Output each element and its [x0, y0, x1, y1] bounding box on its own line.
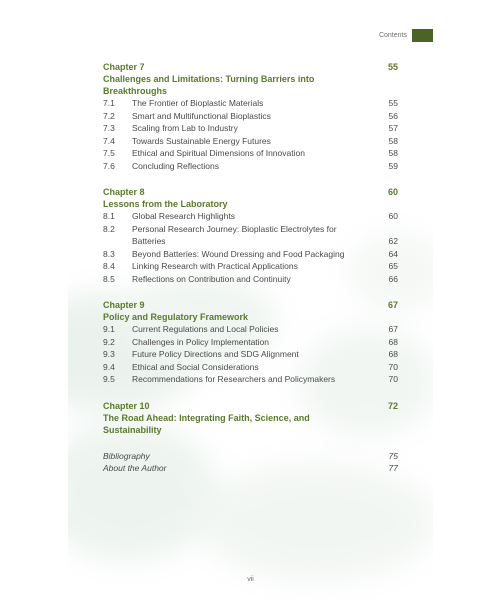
section-title: Beyond Batteries: Wound Dressing and Food Packaging	[132, 248, 345, 259]
section-number: 7.1	[103, 98, 115, 108]
section-page-number: 70	[388, 361, 398, 372]
chapter-label: Chapter 10	[103, 400, 150, 411]
chapter-title: The Road Ahead: Integrating Faith, Science, and Sustainability	[103, 412, 310, 435]
section-page-number: 68	[388, 349, 398, 359]
book-page	[68, 22, 433, 600]
header-accent-tab	[412, 29, 433, 42]
toc-entry	[103, 110, 398, 123]
toc-entry	[103, 336, 398, 349]
chapter-page-number: 67	[387, 300, 398, 310]
chapter-label: Chapter 8	[103, 187, 145, 197]
chapter-9	[103, 299, 398, 386]
chapter-title: Lessons from the Laboratory	[103, 199, 228, 209]
entry-page-number: 75	[388, 450, 398, 461]
toc-entry-about-the-author	[103, 462, 398, 475]
section-number: 8.1	[103, 211, 115, 221]
section-number: 8.2	[103, 223, 115, 234]
section-page-number: 67	[388, 324, 398, 334]
section-number: 9.2	[103, 336, 115, 347]
entry-page-number: 77	[388, 463, 398, 473]
toc-entry	[103, 348, 398, 361]
chapter-page-number: 60	[387, 187, 398, 197]
section-page-number: 64	[388, 248, 398, 259]
section-number: 9.5	[103, 374, 115, 384]
entry-title: Bibliography	[103, 450, 150, 461]
section-title: Scaling from Lab to Industry	[132, 123, 238, 133]
running-header: Contents	[378, 32, 407, 39]
chapter-label: Chapter 9	[103, 300, 145, 310]
section-page-number: 58	[388, 135, 398, 146]
section-number: 9.3	[103, 349, 115, 359]
section-title: Challenges in Policy Implementation	[132, 336, 270, 347]
section-page-number: 57	[388, 123, 398, 133]
chapter-heading	[103, 299, 398, 311]
section-title: Concluding Reflections	[132, 160, 219, 171]
section-title: Linking Research with Practical Applications	[132, 261, 298, 271]
toc-entry	[103, 273, 398, 286]
toc-entry	[103, 323, 398, 336]
section-number: 8.3	[103, 248, 115, 259]
toc-entry	[103, 361, 398, 374]
section-number: 8.4	[103, 261, 115, 271]
chapter-8	[103, 186, 398, 285]
chapter-page-number: 55	[387, 62, 398, 72]
entry-title: About the Author	[103, 463, 167, 473]
section-page-number: 62	[388, 236, 398, 246]
chapter-label: Chapter 7	[103, 62, 145, 72]
toc-entry	[103, 373, 398, 386]
section-number: 7.4	[103, 135, 115, 146]
section-page-number: 60	[388, 211, 398, 221]
toc-entry	[103, 160, 398, 173]
toc-entry	[103, 248, 398, 261]
chapter-7	[103, 61, 398, 172]
back-matter	[103, 450, 398, 475]
section-number: 7.3	[103, 123, 115, 133]
section-title: The Frontier of Bioplastic Materials	[132, 98, 264, 108]
chapter-title: Challenges and Limitations: Turning Barriers into Breakthroughs	[103, 74, 315, 96]
section-page-number: 70	[388, 374, 398, 384]
section-number: 7.2	[103, 110, 115, 121]
toc-entry	[103, 223, 398, 248]
chapter-heading	[103, 61, 398, 73]
section-page-number: 66	[388, 273, 398, 284]
chapter-heading	[103, 400, 398, 412]
toc-entry	[103, 135, 398, 148]
section-title: Future Policy Directions and SDG Alignment	[132, 349, 299, 359]
section-title: Personal Research Journey: Bioplastic Electrolytes for Batteries	[132, 223, 337, 246]
toc-entry	[103, 147, 398, 160]
section-title: Recommendations for Researchers and Policymakers	[132, 374, 336, 384]
section-number: 8.5	[103, 273, 115, 284]
toc-entry	[103, 122, 398, 135]
chapter-page-number: 72	[387, 400, 398, 411]
section-page-number: 56	[388, 110, 398, 121]
toc-entry-bibliography	[103, 450, 398, 463]
chapter-10	[103, 400, 398, 436]
section-page-number: 68	[388, 336, 398, 347]
page-number-folio: vii	[247, 576, 254, 583]
section-title: Smart and Multifunctional Bioplastics	[132, 110, 271, 121]
chapter-heading	[103, 186, 398, 198]
section-number: 9.1	[103, 324, 115, 334]
section-title: Global Research Highlights	[132, 211, 235, 221]
toc-entry	[103, 260, 398, 273]
section-title: Towards Sustainable Energy Futures	[132, 135, 271, 146]
section-number: 7.5	[103, 148, 115, 158]
section-title: Reflections on Contribution and Continuity	[132, 273, 291, 284]
section-number: 7.6	[103, 160, 115, 171]
section-title: Ethical and Social Considerations	[132, 361, 259, 372]
section-page-number: 59	[388, 160, 398, 171]
section-number: 9.4	[103, 361, 115, 372]
toc-entry	[103, 97, 398, 110]
toc-entry	[103, 210, 398, 223]
section-title: Current Regulations and Local Policies	[132, 324, 279, 334]
chapter-title: Policy and Regulatory Framework	[103, 312, 249, 322]
section-title: Ethical and Spiritual Dimensions of Innovation	[132, 148, 305, 158]
section-page-number: 55	[388, 98, 398, 108]
section-page-number: 58	[388, 148, 398, 158]
table-of-contents	[103, 61, 398, 475]
section-page-number: 65	[388, 261, 398, 271]
